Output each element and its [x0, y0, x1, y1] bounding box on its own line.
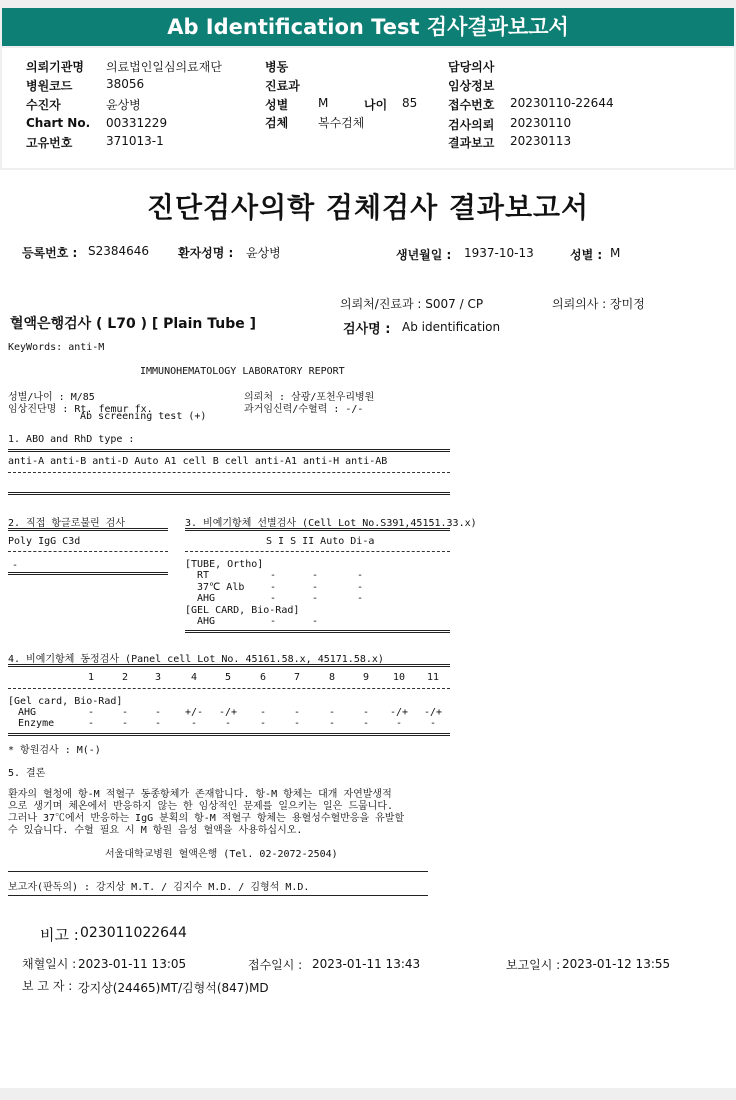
sex-age: 성별/나이 : M/85 [8, 392, 95, 403]
panel-cell-number: 10 [392, 672, 406, 683]
info-value: 20230113 [510, 134, 572, 148]
result-cell: - [269, 593, 277, 604]
section-2-title: 2. 직접 항글로불린 검사 [8, 518, 126, 529]
divider [8, 449, 450, 452]
info-label: 검체 [265, 116, 289, 130]
result-cell: - [121, 707, 129, 718]
conclusion-line: 그러나 37℃에서 반응하는 IgG 분획의 항-M 적혈구 항체는 용혈성수혈반응을 유발할 [8, 813, 405, 824]
result-cell: -/+ [423, 707, 443, 718]
receive-value: 2023-01-11 13:43 [312, 957, 421, 971]
result-cell: - [269, 616, 277, 627]
result-cell: - [311, 593, 319, 604]
doctor-info: 의뢰의사 : 장미정 [552, 297, 645, 311]
info-value: 85 [402, 96, 418, 110]
panel-cell-number: 7 [293, 672, 301, 683]
clinical-dx: 임상진단명 : Rt. femur fx. [8, 404, 153, 415]
result-cell: - [154, 707, 162, 718]
info-label: 결과보고 [448, 136, 495, 150]
row-label: AHG [18, 707, 37, 718]
divider [8, 472, 450, 473]
result-cell: - [259, 707, 267, 718]
info-label: 접수번호 [448, 98, 495, 112]
screen-column-header: S I S II Auto Di-a [266, 536, 375, 547]
divider [8, 528, 168, 531]
result-cell: - [395, 718, 403, 729]
info-value: 윤상병 [106, 98, 141, 112]
result-cell: - [293, 707, 301, 718]
row-label: 37℃ Alb [197, 582, 245, 593]
antigen-test: * 항원검사 : M(-) [8, 745, 101, 756]
info-value: 복수검체 [318, 116, 365, 130]
patient-label: 환자성명 : [178, 246, 234, 260]
dat-result: - [12, 560, 19, 571]
info-label: 병원코드 [26, 79, 73, 93]
conclusion-line: 수 있습니다. 수혈 필요 시 M 항원 음성 혈액을 사용하십시오. [8, 825, 303, 836]
result-cell: - [121, 718, 129, 729]
conclusion-line: 환자의 혈청에 항-M 적혈구 동종항체가 존재합니다. 항-M 항체는 대개 자연발생적 [8, 789, 392, 800]
gel-method: [GEL CARD, Bio-Rad] [185, 605, 300, 616]
info-label: 나이 [364, 98, 388, 112]
divider [8, 688, 450, 689]
info-label: 수진자 [26, 98, 61, 112]
receive-label: 접수일시 : [248, 958, 303, 972]
info-label: 성별 [265, 98, 289, 112]
section-4-title: 4. 비예기항체 동정검사 (Panel cell Lot No. 45161.58.x, 45171.58.x) [8, 654, 384, 665]
divider [8, 664, 450, 667]
panel-cell-number: 1 [87, 672, 95, 683]
result-cell: - [87, 718, 95, 729]
row-label: Enzyme [18, 718, 55, 729]
info-label: 담당의사 [448, 60, 495, 74]
blood-bank-contact: 서울대학교병원 혈액은행 (Tel. 02-2072-2504) [105, 849, 338, 860]
dob-value: 1937-10-13 [464, 246, 534, 260]
result-cell: - [356, 582, 364, 593]
result-cell: - [362, 718, 370, 729]
result-cell: - [362, 707, 370, 718]
section-3-title: 3. 비예기항체 선별검사 (Cell Lot No.S391,45151.33.x) [185, 518, 477, 529]
referring-hospital: 의뢰처 : 삼광/포천우리병원 [244, 392, 375, 403]
report-title: 진단검사의학 검체검사 결과보고서 [146, 191, 590, 224]
reg-no-label: 등록번호 : [22, 246, 78, 260]
remark-label: 비고 : [40, 926, 79, 944]
panel-cell-number: 6 [259, 672, 267, 683]
result-cell: - [259, 718, 267, 729]
divider [8, 871, 428, 872]
panel-cell-number: 2 [121, 672, 129, 683]
panel-cell-number: 8 [328, 672, 336, 683]
result-cell: - [356, 593, 364, 604]
divider [8, 492, 450, 495]
collect-value: 2023-01-11 13:05 [78, 957, 187, 971]
result-cell: - [269, 582, 277, 593]
result-cell: - [356, 570, 364, 581]
divider [185, 630, 450, 633]
test-group: 혈액은행검사 ( L70 ) [ Plain Tube ] [10, 316, 257, 332]
section-5-title: 5. 결론 [8, 768, 46, 779]
transfusion-history: 과거임신력/수혈력 : -/- [244, 404, 364, 415]
tube-method: [TUBE, Ortho] [185, 559, 264, 570]
dept-info: 의뢰처/진료과 : S007 / CP [340, 297, 484, 311]
screen-result: Ab screening test (+) [80, 411, 207, 422]
footer-reporter-label: 보 고 자 : [22, 979, 73, 993]
info-value: 20230110-22644 [510, 96, 614, 110]
panel-cell-number: 5 [224, 672, 232, 683]
panel-method: [Gel card, Bio-Rad] [8, 696, 123, 707]
divider [8, 572, 168, 575]
info-label: 의뢰기관명 [26, 60, 84, 74]
dob-label: 생년월일 : [396, 248, 452, 262]
keywords: KeyWords: anti-M [8, 342, 105, 353]
info-value: 20230110 [510, 116, 572, 130]
info-value: 371013-1 [106, 134, 164, 148]
sex-label: 성별 : [570, 248, 603, 262]
result-cell: - [311, 570, 319, 581]
result-cell: - [190, 718, 198, 729]
divider [8, 895, 428, 896]
panel-cell-number: 4 [190, 672, 198, 683]
result-cell: +/- [184, 707, 204, 718]
reg-no-value: S2384646 [88, 244, 150, 258]
conclusion-line: 으로 생기며 체온에서 반응하지 않는 한 임상적인 문제를 일으키는 일은 드뭅니다. [8, 801, 394, 812]
info-label: 병동 [265, 60, 289, 74]
dat-column-header: Poly IgG C3d [8, 536, 81, 547]
panel-cell-number: 3 [154, 672, 162, 683]
remark-value: 023011022644 [80, 925, 187, 941]
result-cell: - [154, 718, 162, 729]
result-cell: -/+ [218, 707, 238, 718]
test-name-label: 검사명 : [343, 322, 391, 337]
result-cell: -/+ [389, 707, 409, 718]
result-cell: - [328, 707, 336, 718]
lab-title: IMMUNOHEMATOLOGY LABORATORY REPORT [140, 366, 345, 377]
panel-cell-number: 11 [426, 672, 440, 683]
collect-label: 채혈일시 : [22, 957, 77, 971]
patient-value: 윤상병 [246, 246, 281, 260]
info-label: 임상정보 [448, 79, 495, 93]
divider [8, 733, 450, 736]
result-cell: - [311, 616, 319, 627]
result-cell: - [224, 718, 232, 729]
result-cell: - [311, 582, 319, 593]
footer-reporter-value: 강지상(24465)MT/김형석(847)MD [78, 981, 269, 995]
result-cell: - [293, 718, 301, 729]
abo-column-header: anti-A anti-B anti-D Auto A1 cell B cell anti-A1 anti-H anti-AB [8, 456, 388, 467]
info-label: 진료과 [265, 79, 300, 93]
info-value: 38056 [106, 77, 145, 91]
report-banner: Ab Identification Test 검사결과보고서 [2, 8, 734, 46]
report-signatories: 보고자(판독의) : 강지상 M.T. / 김지수 M.D. / 김형석 M.D. [8, 882, 310, 893]
section-1-title: 1. ABO and RhD type : [8, 434, 135, 445]
panel-cell-number: 9 [362, 672, 370, 683]
report-date-label: 보고일시 : [506, 958, 561, 972]
row-label: AHG [197, 593, 216, 604]
info-value: 의료법인일심의료재단 [106, 60, 222, 74]
info-value: 00331229 [106, 116, 168, 130]
result-cell: - [269, 570, 277, 581]
divider [185, 551, 450, 552]
result-cell: - [328, 718, 336, 729]
row-label: AHG [197, 616, 216, 627]
result-report-document [0, 170, 736, 1088]
report-date-value: 2023-01-12 13:55 [562, 957, 671, 971]
divider [185, 528, 450, 531]
info-value: M [318, 96, 329, 110]
divider [8, 551, 168, 552]
info-label: 고유번호 [26, 136, 73, 150]
row-label: RT [197, 570, 210, 581]
info-label: Chart No. [26, 116, 91, 130]
request-info-panel [2, 48, 734, 168]
test-name-value: Ab identification [402, 320, 501, 334]
result-cell: - [429, 718, 437, 729]
info-label: 검사의뢰 [448, 118, 495, 132]
sex-value: M [610, 246, 621, 260]
result-cell: - [87, 707, 95, 718]
